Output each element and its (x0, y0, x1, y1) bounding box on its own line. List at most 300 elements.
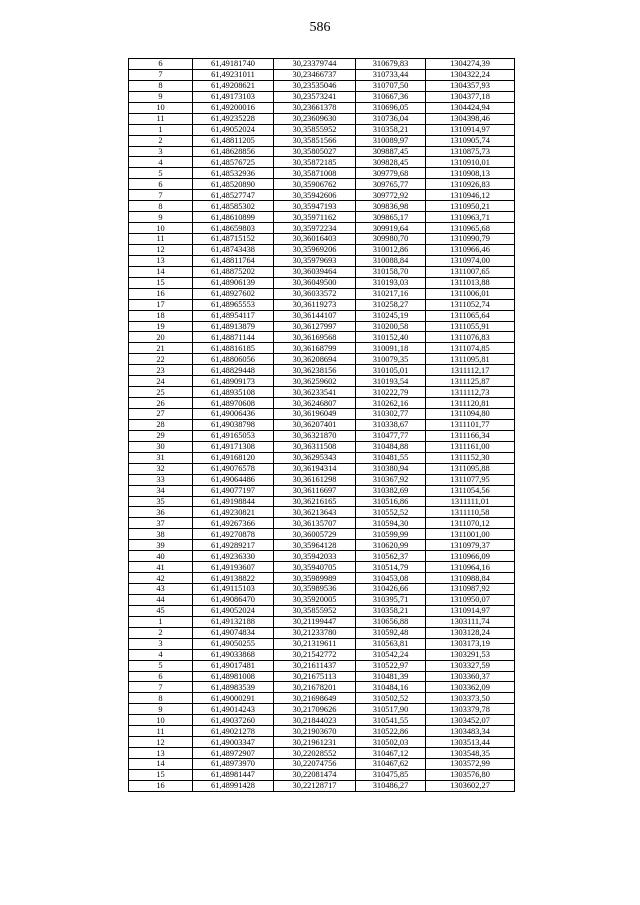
y-coordinate-cell: 1311001,00 (426, 529, 515, 540)
point-number-cell: 38 (129, 529, 193, 540)
y-coordinate-cell: 1303128,24 (426, 627, 515, 638)
point-number-cell: 1 (129, 616, 193, 627)
longitude-cell: 30,35971162 (274, 212, 356, 223)
latitude-cell: 61,49267366 (193, 518, 274, 529)
latitude-cell: 61,48527747 (193, 190, 274, 201)
x-coordinate-cell: 310217,16 (356, 288, 426, 299)
point-number-cell: 30 (129, 441, 193, 452)
longitude-cell: 30,36196049 (274, 409, 356, 420)
x-coordinate-cell: 310696,05 (356, 102, 426, 113)
point-number-cell: 16 (129, 288, 193, 299)
x-coordinate-cell: 309919,64 (356, 223, 426, 234)
table-row (129, 518, 515, 529)
point-number-cell: 21 (129, 343, 193, 354)
longitude-cell: 30,36039464 (274, 266, 356, 277)
y-coordinate-cell: 1304377,18 (426, 91, 515, 102)
longitude-cell: 30,35972234 (274, 223, 356, 234)
table-row (129, 157, 515, 168)
longitude-cell: 30,21844023 (274, 715, 356, 726)
longitude-cell: 30,21611437 (274, 660, 356, 671)
table-row (129, 244, 515, 255)
x-coordinate-cell: 309836,98 (356, 201, 426, 212)
latitude-cell: 61,49006436 (193, 409, 274, 420)
point-number-cell: 17 (129, 299, 193, 310)
table-row (129, 299, 515, 310)
longitude-cell: 30,36207401 (274, 419, 356, 430)
table-row (129, 332, 515, 343)
table-row (129, 780, 515, 791)
point-number-cell: 6 (129, 671, 193, 682)
latitude-cell: 61,49173103 (193, 91, 274, 102)
y-coordinate-cell: 1310987,92 (426, 584, 515, 595)
point-number-cell: 7 (129, 682, 193, 693)
y-coordinate-cell: 1311076,83 (426, 332, 515, 343)
y-coordinate-cell: 1303291,53 (426, 649, 515, 660)
point-number-cell: 41 (129, 562, 193, 573)
y-coordinate-cell: 1303483,34 (426, 726, 515, 737)
x-coordinate-cell: 310486,27 (356, 780, 426, 791)
y-coordinate-cell: 1310914,97 (426, 124, 515, 135)
table-row (129, 91, 515, 102)
latitude-cell: 61,48829448 (193, 365, 274, 376)
longitude-cell: 30,35964128 (274, 540, 356, 551)
x-coordinate-cell: 310193,03 (356, 277, 426, 288)
y-coordinate-cell: 1310946,12 (426, 190, 515, 201)
longitude-cell: 30,36194314 (274, 463, 356, 474)
table-row (129, 452, 515, 463)
y-coordinate-cell: 1310974,00 (426, 255, 515, 266)
y-coordinate-cell: 1310963,71 (426, 212, 515, 223)
point-number-cell: 43 (129, 584, 193, 595)
table-row (129, 80, 515, 91)
x-coordinate-cell: 310222,79 (356, 387, 426, 398)
x-coordinate-cell: 310382,69 (356, 485, 426, 496)
table-row (129, 69, 515, 80)
latitude-cell: 61,48965553 (193, 299, 274, 310)
point-number-cell: 14 (129, 759, 193, 770)
latitude-cell: 61,49236330 (193, 551, 274, 562)
x-coordinate-cell: 310679,83 (356, 59, 426, 70)
point-number-cell: 27 (129, 409, 193, 420)
table-row (129, 102, 515, 113)
table-row (129, 616, 515, 627)
point-number-cell: 26 (129, 398, 193, 409)
point-number-cell: 15 (129, 769, 193, 780)
x-coordinate-cell: 310656,88 (356, 616, 426, 627)
x-coordinate-cell: 310481,55 (356, 452, 426, 463)
y-coordinate-cell: 1303373,50 (426, 693, 515, 704)
longitude-cell: 30,35805027 (274, 146, 356, 157)
longitude-cell: 30,36311508 (274, 441, 356, 452)
y-coordinate-cell: 1310910,01 (426, 157, 515, 168)
point-number-cell: 15 (129, 277, 193, 288)
x-coordinate-cell: 310367,92 (356, 474, 426, 485)
table-row (129, 212, 515, 223)
point-number-cell: 44 (129, 594, 193, 605)
table-row (129, 266, 515, 277)
longitude-cell: 30,36208694 (274, 354, 356, 365)
latitude-cell: 61,49289217 (193, 540, 274, 551)
longitude-cell: 30,35989536 (274, 584, 356, 595)
longitude-cell: 30,35947193 (274, 201, 356, 212)
table-row (129, 201, 515, 212)
table-row (129, 759, 515, 770)
y-coordinate-cell: 1311112,17 (426, 365, 515, 376)
longitude-cell: 30,22028552 (274, 748, 356, 759)
x-coordinate-cell: 310012,86 (356, 244, 426, 255)
longitude-cell: 30,21542772 (274, 649, 356, 660)
point-number-cell: 7 (129, 190, 193, 201)
longitude-cell: 30,36233541 (274, 387, 356, 398)
latitude-cell: 61,48972907 (193, 748, 274, 759)
latitude-cell: 61,48991428 (193, 780, 274, 791)
x-coordinate-cell: 310522,86 (356, 726, 426, 737)
latitude-cell: 61,49138822 (193, 573, 274, 584)
x-coordinate-cell: 309828,45 (356, 157, 426, 168)
point-number-cell: 8 (129, 80, 193, 91)
point-number-cell: 12 (129, 244, 193, 255)
longitude-cell: 30,36119273 (274, 299, 356, 310)
x-coordinate-cell: 310091,18 (356, 343, 426, 354)
latitude-cell: 61,48970608 (193, 398, 274, 409)
longitude-cell: 30,21961231 (274, 737, 356, 748)
x-coordinate-cell: 310258,27 (356, 299, 426, 310)
point-number-cell: 10 (129, 102, 193, 113)
longitude-cell: 30,35920005 (274, 594, 356, 605)
latitude-cell: 61,48875202 (193, 266, 274, 277)
latitude-cell: 61,49000291 (193, 693, 274, 704)
point-number-cell: 45 (129, 605, 193, 616)
table-row (129, 660, 515, 671)
point-number-cell: 13 (129, 748, 193, 759)
table-row (129, 474, 515, 485)
latitude-cell: 61,49132188 (193, 616, 274, 627)
longitude-cell: 30,36259602 (274, 376, 356, 387)
x-coordinate-cell: 310592,48 (356, 627, 426, 638)
y-coordinate-cell: 1311077,95 (426, 474, 515, 485)
y-coordinate-cell: 1311094,80 (426, 409, 515, 420)
point-number-cell: 9 (129, 212, 193, 223)
page-number: 586 (309, 20, 331, 35)
latitude-cell: 61,48816185 (193, 343, 274, 354)
table-row (129, 649, 515, 660)
longitude-cell: 30,36127997 (274, 321, 356, 332)
point-number-cell: 36 (129, 507, 193, 518)
point-number-cell: 10 (129, 223, 193, 234)
longitude-cell: 30,35871008 (274, 168, 356, 179)
latitude-cell: 61,48520890 (193, 179, 274, 190)
x-coordinate-cell: 310105,01 (356, 365, 426, 376)
table-row (129, 59, 515, 70)
latitude-cell: 61,49200016 (193, 102, 274, 113)
longitude-cell: 30,35940705 (274, 562, 356, 573)
y-coordinate-cell: 1311070,12 (426, 518, 515, 529)
table-row (129, 627, 515, 638)
point-number-cell: 11 (129, 726, 193, 737)
point-number-cell: 20 (129, 332, 193, 343)
point-number-cell: 8 (129, 693, 193, 704)
table-row (129, 168, 515, 179)
x-coordinate-cell: 310599,99 (356, 529, 426, 540)
latitude-cell: 61,49074834 (193, 627, 274, 638)
point-number-cell: 12 (129, 737, 193, 748)
y-coordinate-cell: 1303362,09 (426, 682, 515, 693)
longitude-cell: 30,36168799 (274, 343, 356, 354)
latitude-cell: 61,48981008 (193, 671, 274, 682)
y-coordinate-cell: 1304424,94 (426, 102, 515, 113)
longitude-cell: 30,36213643 (274, 507, 356, 518)
x-coordinate-cell: 310516,86 (356, 496, 426, 507)
x-coordinate-cell: 310667,36 (356, 91, 426, 102)
y-coordinate-cell: 1310950,21 (426, 201, 515, 212)
y-coordinate-cell: 1303111,74 (426, 616, 515, 627)
y-coordinate-cell: 1311125,87 (426, 376, 515, 387)
latitude-cell: 61,48973970 (193, 759, 274, 770)
latitude-cell: 61,48585302 (193, 201, 274, 212)
table-row (129, 398, 515, 409)
latitude-cell: 61,48935108 (193, 387, 274, 398)
x-coordinate-cell: 310562,37 (356, 551, 426, 562)
y-coordinate-cell: 1303602,27 (426, 780, 515, 791)
point-number-cell: 23 (129, 365, 193, 376)
point-number-cell: 3 (129, 146, 193, 157)
table-row (129, 671, 515, 682)
y-coordinate-cell: 1311065,64 (426, 310, 515, 321)
y-coordinate-cell: 1303360,37 (426, 671, 515, 682)
longitude-cell: 30,35979693 (274, 255, 356, 266)
x-coordinate-cell: 310736,04 (356, 113, 426, 124)
point-number-cell: 2 (129, 135, 193, 146)
longitude-cell: 30,21199447 (274, 616, 356, 627)
latitude-cell: 61,48871144 (193, 332, 274, 343)
point-number-cell: 14 (129, 266, 193, 277)
y-coordinate-cell: 1304398,46 (426, 113, 515, 124)
latitude-cell: 61,49235228 (193, 113, 274, 124)
y-coordinate-cell: 1303548,35 (426, 748, 515, 759)
table-row (129, 288, 515, 299)
latitude-cell: 61,48981447 (193, 769, 274, 780)
y-coordinate-cell: 1303452,07 (426, 715, 515, 726)
y-coordinate-cell: 1303379,78 (426, 704, 515, 715)
y-coordinate-cell: 1311161,00 (426, 441, 515, 452)
x-coordinate-cell: 309887,45 (356, 146, 426, 157)
y-coordinate-cell: 1310950,07 (426, 594, 515, 605)
y-coordinate-cell: 1311052,74 (426, 299, 515, 310)
x-coordinate-cell: 310262,16 (356, 398, 426, 409)
table-row (129, 485, 515, 496)
table-row (129, 387, 515, 398)
table-row (129, 277, 515, 288)
x-coordinate-cell: 310542,24 (356, 649, 426, 660)
longitude-cell: 30,22128717 (274, 780, 356, 791)
point-number-cell: 34 (129, 485, 193, 496)
y-coordinate-cell: 1311095,81 (426, 354, 515, 365)
longitude-cell: 30,35942606 (274, 190, 356, 201)
point-number-cell: 9 (129, 91, 193, 102)
table-row (129, 693, 515, 704)
y-coordinate-cell: 1311112,73 (426, 387, 515, 398)
y-coordinate-cell: 1310990,79 (426, 234, 515, 245)
x-coordinate-cell: 310302,77 (356, 409, 426, 420)
y-coordinate-cell: 1304322,24 (426, 69, 515, 80)
longitude-cell: 30,36216165 (274, 496, 356, 507)
latitude-cell: 61,49003347 (193, 737, 274, 748)
longitude-cell: 30,23379744 (274, 59, 356, 70)
y-coordinate-cell: 1310965,68 (426, 223, 515, 234)
y-coordinate-cell: 1311110,58 (426, 507, 515, 518)
latitude-cell: 61,48576725 (193, 157, 274, 168)
x-coordinate-cell: 309980,70 (356, 234, 426, 245)
table-row (129, 409, 515, 420)
x-coordinate-cell: 310514,79 (356, 562, 426, 573)
y-coordinate-cell: 1310966,09 (426, 551, 515, 562)
table-row (129, 234, 515, 245)
point-number-cell: 4 (129, 157, 193, 168)
table-row (129, 529, 515, 540)
y-coordinate-cell: 1311111,01 (426, 496, 515, 507)
y-coordinate-cell: 1311006,01 (426, 288, 515, 299)
y-coordinate-cell: 1303572,99 (426, 759, 515, 770)
longitude-cell: 30,23661378 (274, 102, 356, 113)
point-number-cell: 16 (129, 780, 193, 791)
y-coordinate-cell: 1311166,34 (426, 430, 515, 441)
point-number-cell: 9 (129, 704, 193, 715)
latitude-cell: 61,49181740 (193, 59, 274, 70)
table-row (129, 726, 515, 737)
latitude-cell: 61,48811764 (193, 255, 274, 266)
longitude-cell: 30,36321870 (274, 430, 356, 441)
y-coordinate-cell: 1310905,74 (426, 135, 515, 146)
y-coordinate-cell: 1310979,37 (426, 540, 515, 551)
latitude-cell: 61,49017481 (193, 660, 274, 671)
y-coordinate-cell: 1304357,93 (426, 80, 515, 91)
x-coordinate-cell: 309865,17 (356, 212, 426, 223)
y-coordinate-cell: 1310914,97 (426, 605, 515, 616)
latitude-cell: 61,48811205 (193, 135, 274, 146)
longitude-cell: 30,35969206 (274, 244, 356, 255)
latitude-cell: 61,49270878 (193, 529, 274, 540)
x-coordinate-cell: 310467,62 (356, 759, 426, 770)
table-row (129, 638, 515, 649)
x-coordinate-cell: 310467,12 (356, 748, 426, 759)
table-row (129, 715, 515, 726)
longitude-cell: 30,22074756 (274, 759, 356, 770)
x-coordinate-cell: 310563,81 (356, 638, 426, 649)
table-row (129, 365, 515, 376)
longitude-cell: 30,36238156 (274, 365, 356, 376)
table-row (129, 551, 515, 562)
longitude-cell: 30,36295343 (274, 452, 356, 463)
x-coordinate-cell: 310733,44 (356, 69, 426, 80)
point-number-cell: 22 (129, 354, 193, 365)
table-row (129, 496, 515, 507)
table-row (129, 190, 515, 201)
table-row (129, 463, 515, 474)
x-coordinate-cell: 310453,08 (356, 573, 426, 584)
x-coordinate-cell: 309765,77 (356, 179, 426, 190)
point-number-cell: 19 (129, 321, 193, 332)
x-coordinate-cell: 310358,21 (356, 124, 426, 135)
longitude-cell: 30,35989989 (274, 573, 356, 584)
longitude-cell: 30,36169568 (274, 332, 356, 343)
longitude-cell: 30,36116697 (274, 485, 356, 496)
x-coordinate-cell: 310380,94 (356, 463, 426, 474)
point-number-cell: 6 (129, 59, 193, 70)
table-row (129, 769, 515, 780)
longitude-cell: 30,23466737 (274, 69, 356, 80)
point-number-cell: 3 (129, 638, 193, 649)
point-number-cell: 29 (129, 430, 193, 441)
table-row (129, 540, 515, 551)
longitude-cell: 30,36033572 (274, 288, 356, 299)
longitude-cell: 30,35851566 (274, 135, 356, 146)
longitude-cell: 30,36016403 (274, 234, 356, 245)
point-number-cell: 28 (129, 419, 193, 430)
y-coordinate-cell: 1303327,59 (426, 660, 515, 671)
latitude-cell: 61,48913879 (193, 321, 274, 332)
y-coordinate-cell: 1311120,81 (426, 398, 515, 409)
x-coordinate-cell: 310541,55 (356, 715, 426, 726)
x-coordinate-cell: 310079,35 (356, 354, 426, 365)
x-coordinate-cell: 310089,97 (356, 135, 426, 146)
y-coordinate-cell: 1311007,65 (426, 266, 515, 277)
table-row (129, 594, 515, 605)
latitude-cell: 61,48909173 (193, 376, 274, 387)
x-coordinate-cell: 310522,97 (356, 660, 426, 671)
x-coordinate-cell: 310358,21 (356, 605, 426, 616)
latitude-cell: 61,48927602 (193, 288, 274, 299)
y-coordinate-cell: 1310875,73 (426, 146, 515, 157)
longitude-cell: 30,23609630 (274, 113, 356, 124)
point-number-cell: 2 (129, 627, 193, 638)
longitude-cell: 30,21903670 (274, 726, 356, 737)
table-row (129, 321, 515, 332)
table-row (129, 573, 515, 584)
x-coordinate-cell: 310200,58 (356, 321, 426, 332)
x-coordinate-cell: 310481,39 (356, 671, 426, 682)
point-number-cell: 5 (129, 660, 193, 671)
point-number-cell: 35 (129, 496, 193, 507)
longitude-cell: 30,21698649 (274, 693, 356, 704)
table-row (129, 430, 515, 441)
longitude-cell: 30,21678201 (274, 682, 356, 693)
x-coordinate-cell: 310426,66 (356, 584, 426, 595)
latitude-cell: 61,48659803 (193, 223, 274, 234)
table-row (129, 376, 515, 387)
y-coordinate-cell: 1310966,46 (426, 244, 515, 255)
longitude-cell: 30,35855952 (274, 124, 356, 135)
latitude-cell: 61,49064486 (193, 474, 274, 485)
table-row (129, 146, 515, 157)
table-row (129, 124, 515, 135)
point-number-cell: 33 (129, 474, 193, 485)
point-number-cell: 39 (129, 540, 193, 551)
longitude-cell: 30,22081474 (274, 769, 356, 780)
x-coordinate-cell: 310517,90 (356, 704, 426, 715)
x-coordinate-cell: 310158,70 (356, 266, 426, 277)
point-number-cell: 1 (129, 124, 193, 135)
latitude-cell: 61,48532936 (193, 168, 274, 179)
latitude-cell: 61,49021278 (193, 726, 274, 737)
table-row (129, 310, 515, 321)
longitude-cell: 30,21675113 (274, 671, 356, 682)
latitude-cell: 61,49076578 (193, 463, 274, 474)
y-coordinate-cell: 1311013,88 (426, 277, 515, 288)
y-coordinate-cell: 1311054,56 (426, 485, 515, 496)
point-number-cell: 13 (129, 255, 193, 266)
latitude-cell: 61,49050255 (193, 638, 274, 649)
longitude-cell: 30,36005729 (274, 529, 356, 540)
